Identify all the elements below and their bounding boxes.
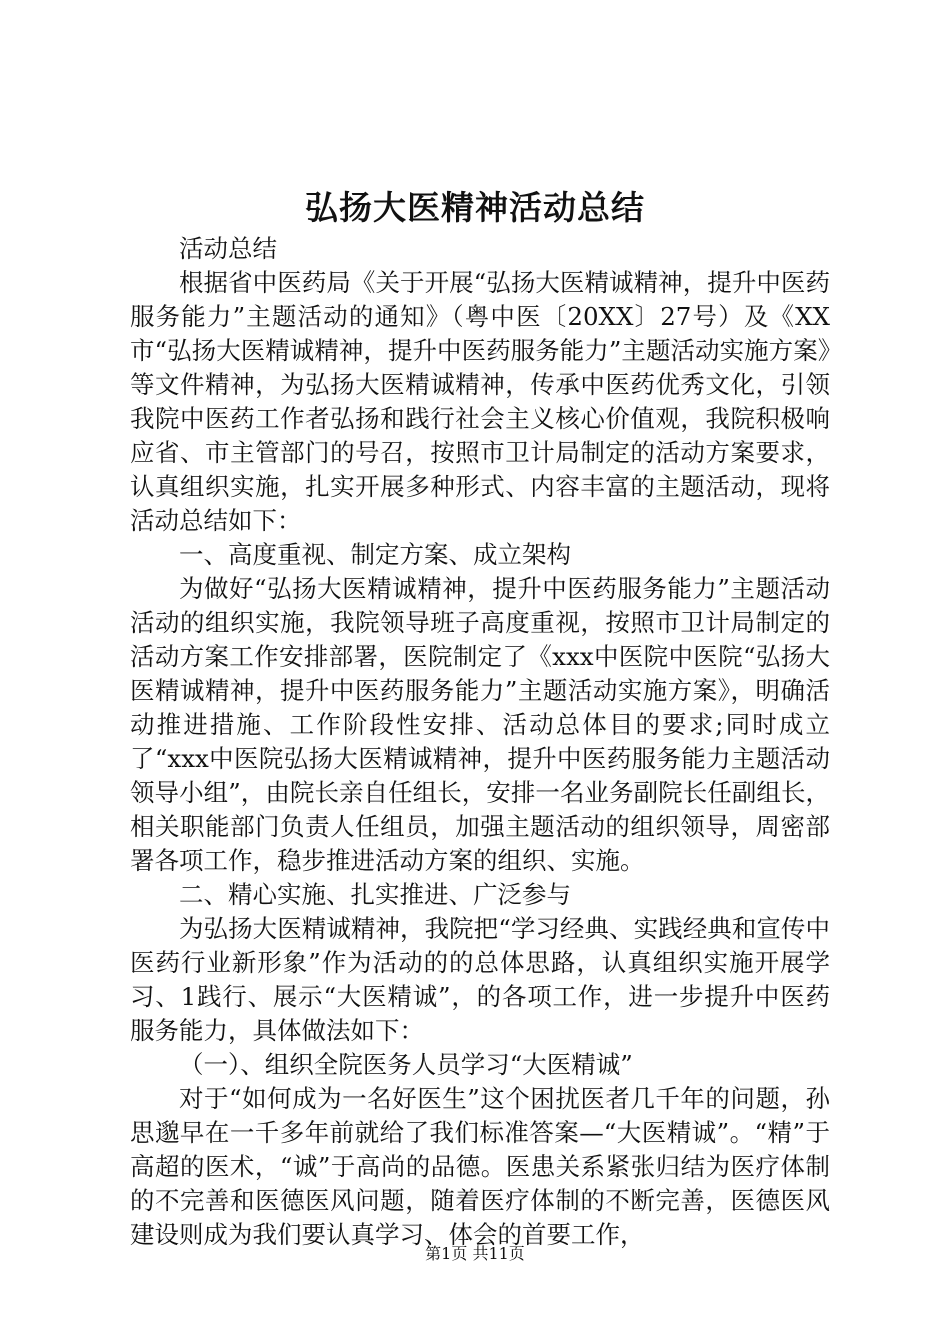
paragraph: 为做好“弘扬大医精诚精神，提升中医药服务能力”主题活动活动的组织实施，我院领导班子高度重视，按照市卫计局制定的活动方案工作安排部署，医院制定了《xxx中医院中医院“弘扬大医精诚精神，提升中医药服务能力”主题活动实施方案》，明确活动推进措施、工作阶段性安排、活动总体目的要求;同时成立了“xxx中医院弘扬大医精诚精神，提升中医药服务能力主题活动领导小组”，由院长亲自任组长，安排一名业务副院长任副组长，相关职能部门负责人任组员，加强主题活动的组织领导，周密部署各项工作，稳步推进活动方案的组织、实施。	[130, 574, 830, 875]
section-heading-2: 二、精心实施、扎实推进、广泛参与	[179, 880, 571, 909]
page-title: 弘扬大医精神活动总结	[305, 188, 645, 227]
paragraph: 为弘扬大医精诚精神，我院把“学习经典、实践经典和宣传中医药行业新形象”作为活动的的总体思路，认真组织实施开展学习、1践行、展示“大医精诚”，的各项工作，进一步提升中医药服务能力，具体做法如下：	[130, 914, 830, 1045]
paragraph: 根据省中医药局《关于开展“弘扬大医精诚精神，提升中医药服务能力”主题活动的通知》（粤中医〔20XX〕27号）及《XX市“弘扬大医精诚精神，提升中医药服务能力”主题活动实施方案》等文件精神，为弘扬大医精诚精神，传承中医药优秀文化，引领我院中医药工作者弘扬和践行社会主义核心价值观，我院积极响应省、市主管部门的号召，按照市卫计局制定的活动方案要求，认真组织实施，扎实开展多种形式、内容丰富的主题活动，现将活动总结如下：	[130, 268, 830, 535]
section-heading-1: 一、高度重视、制定方案、成立架构	[179, 540, 571, 569]
paragraph-heading: 活动总结	[179, 234, 277, 263]
page-number: 第1页 共11页	[425, 1244, 525, 1263]
paragraph: 对于“如何成为一名好医生”这个困扰医者几千年的问题，孙思邈早在一千多年前就给了我们标准答案—“大医精诚”。“精”于高超的医术，“诚”于高尚的品德。医患关系紧张归结为医疗体制的不完善和医德医风问题，随着医疗体制的不断完善，医德医风建设则成为我们要认真学习、体会的首要工作，	[130, 1084, 830, 1249]
subsection-heading-1: （一）、组织全院医务人员学习“大医精诚”	[179, 1050, 633, 1079]
document-body	[130, 232, 830, 1252]
